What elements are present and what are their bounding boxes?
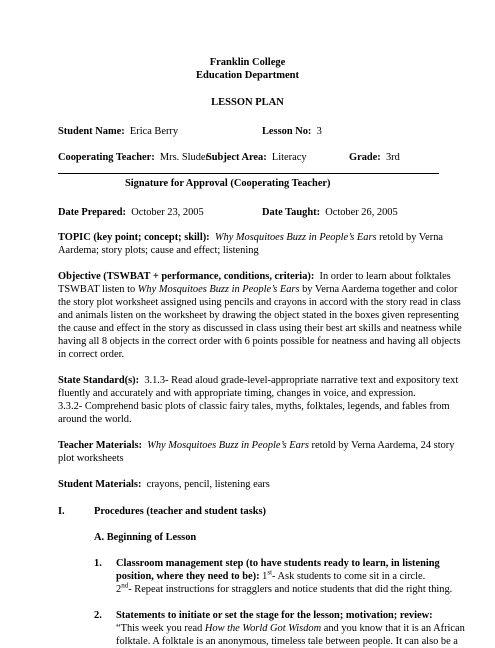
- date-prepared-label: Date Prepared:: [58, 207, 127, 218]
- coop-teacher-row: Cooperating Teacher: Mrs. Sluder: [58, 152, 209, 163]
- grade-row: [349, 151, 400, 164]
- beginning-of-lesson-heading: A. Beginning of Lesson: [94, 532, 197, 543]
- student-name-value: Erica Berry: [129, 126, 179, 137]
- signature-label: Signature for Approval (Cooperating Teacher): [125, 178, 331, 189]
- ordinal-number: 2: [116, 584, 122, 595]
- student-materials-line: [58, 478, 270, 491]
- topic-line-1: [58, 231, 443, 244]
- college-name: Franklin College: [209, 57, 286, 68]
- teacher-materials-label: Teacher Materials: [58, 440, 139, 451]
- step-2-number: 2.: [94, 610, 102, 621]
- procedures-numeral: I.: [58, 506, 65, 517]
- student-name-row: Student Name: Erica Berry: [58, 126, 179, 137]
- step-1-heading-text: position, where they need to be):: [116, 571, 260, 582]
- topic-label: TOPIC (key point; concept; skill):: [58, 232, 210, 243]
- date-prepared-row: [58, 206, 204, 219]
- topic-line-2: Aardema; story plots; cause and effect; listening: [58, 245, 259, 256]
- objective-line-3: the story plot worksheet assigned using pencils and crayons in accord with the story read in class: [58, 297, 461, 308]
- topic-book-title: Why Mosquitoes Buzz in People’s Ears: [214, 232, 377, 243]
- subject-label: Subject Area:: [206, 152, 267, 163]
- step-1-second-text: - Repeat instructions for stragglers and notice students that did the right thing.: [128, 584, 453, 595]
- standards-line-1: [58, 374, 458, 387]
- student-materials-label: Student Materials:: [58, 479, 142, 490]
- procedures-heading: Procedures (teacher and student tasks): [94, 506, 267, 517]
- step-1-number: 1.: [94, 558, 102, 569]
- step-1-first-text: - Ask students to come sit in a circle.: [272, 571, 426, 582]
- objective-line-5: the cause and effect in the story as discussed in class using their best art skills and neatness while: [58, 323, 462, 334]
- standards-line-3: 3.3.2- Comprehend basic plots of classic fairy tales, myths, folktales, legends, and fables from: [58, 401, 450, 412]
- objective-line-4: and animals listen on the worksheet by drawing the object stated in the boxes given representing: [58, 310, 459, 321]
- date-prepared-value: October 23, 2005: [131, 207, 204, 218]
- objective-line-1: [58, 270, 451, 283]
- step-2-line-2: [116, 622, 465, 635]
- signature-rule: [58, 173, 439, 174]
- standards-line-4: around the world.: [58, 414, 132, 425]
- grade-label: Grade:: [349, 152, 381, 163]
- grade-value: 3rd: [385, 152, 400, 163]
- standards-text: 3.1.3- Read aloud grade-level-appropriate narrative text and expository text: [144, 375, 459, 386]
- student-materials-text: crayons, pencil, listening ears: [146, 479, 270, 490]
- teacher-materials-book: Why Mosquitoes Buzz in People’s Ears: [147, 440, 309, 451]
- document-title: LESSON PLAN: [211, 97, 284, 108]
- objective-line-6: having all 8 objects in the correct order with 6 points possible for neatness and having all objects: [58, 336, 461, 347]
- objective-text: by Verna Aardema together and color: [302, 284, 458, 295]
- date-taught-label: Date Taught:: [262, 207, 321, 218]
- topic-text: retold by Verna: [379, 232, 444, 243]
- lesson-no-label: Lesson No:: [262, 126, 312, 137]
- ordinal-suffix: st: [267, 568, 273, 577]
- lesson-no-row: [262, 125, 322, 138]
- step-1-heading-line-1: Classroom management step (to have students ready to learn, in listening: [116, 558, 440, 569]
- ordinal-suffix: nd: [121, 581, 129, 590]
- subject-row: [206, 151, 307, 164]
- date-taught-value: October 26, 2005: [325, 207, 398, 218]
- student-name-label: Student Name: [58, 126, 122, 137]
- step-2-text: and you know that it is an African: [323, 623, 465, 634]
- department-name: Education Department: [196, 70, 299, 81]
- teacher-materials-line-1: Teacher Materials: Why Mosquitoes Buzz in People’s Ears retold by Verna Aardema, 24 story: [58, 440, 455, 451]
- ordinal-number: 1: [262, 571, 268, 582]
- standards-line-2: fluently and accurately and with appropriate timing, changes in voice, and expression.: [58, 388, 416, 399]
- objective-label: Objective (TSWBAT + performance, conditions, criteria):: [58, 271, 315, 282]
- teacher-materials-text: retold by Verna Aardema, 24 story: [311, 440, 455, 451]
- step-1-heading-line-2: [116, 570, 425, 583]
- step-2-line-3: folktale. A folktale is an anonymous, timeless tale between people. It can also be a: [116, 636, 458, 647]
- objective-text: In order to learn about folktales: [319, 271, 451, 282]
- step-2-book-title: How the World Got Wisdom: [204, 623, 322, 634]
- date-taught-row: [262, 206, 398, 219]
- teacher-materials-line-2: plot worksheets: [58, 453, 124, 464]
- coop-teacher-label: Cooperating Teacher: [58, 152, 152, 163]
- standards-label: State Standard(s):: [58, 375, 140, 386]
- objective-line-7: in correct order.: [58, 349, 125, 360]
- lesson-no-value: 3: [316, 126, 322, 137]
- objective-text: TSWBAT listen to: [58, 284, 136, 295]
- step-2-text: “This week you read: [116, 623, 203, 634]
- coop-teacher-value: Mrs. Sluder: [159, 152, 209, 163]
- objective-book-title: Why Mosquitoes Buzz in People’s Ears: [137, 284, 300, 295]
- step-1-second-line: [116, 583, 452, 596]
- objective-line-2: [58, 283, 457, 296]
- step-2-heading: Statements to initiate or set the stage for the lesson; motivation; review:: [116, 610, 433, 621]
- subject-value: Literacy: [271, 152, 307, 163]
